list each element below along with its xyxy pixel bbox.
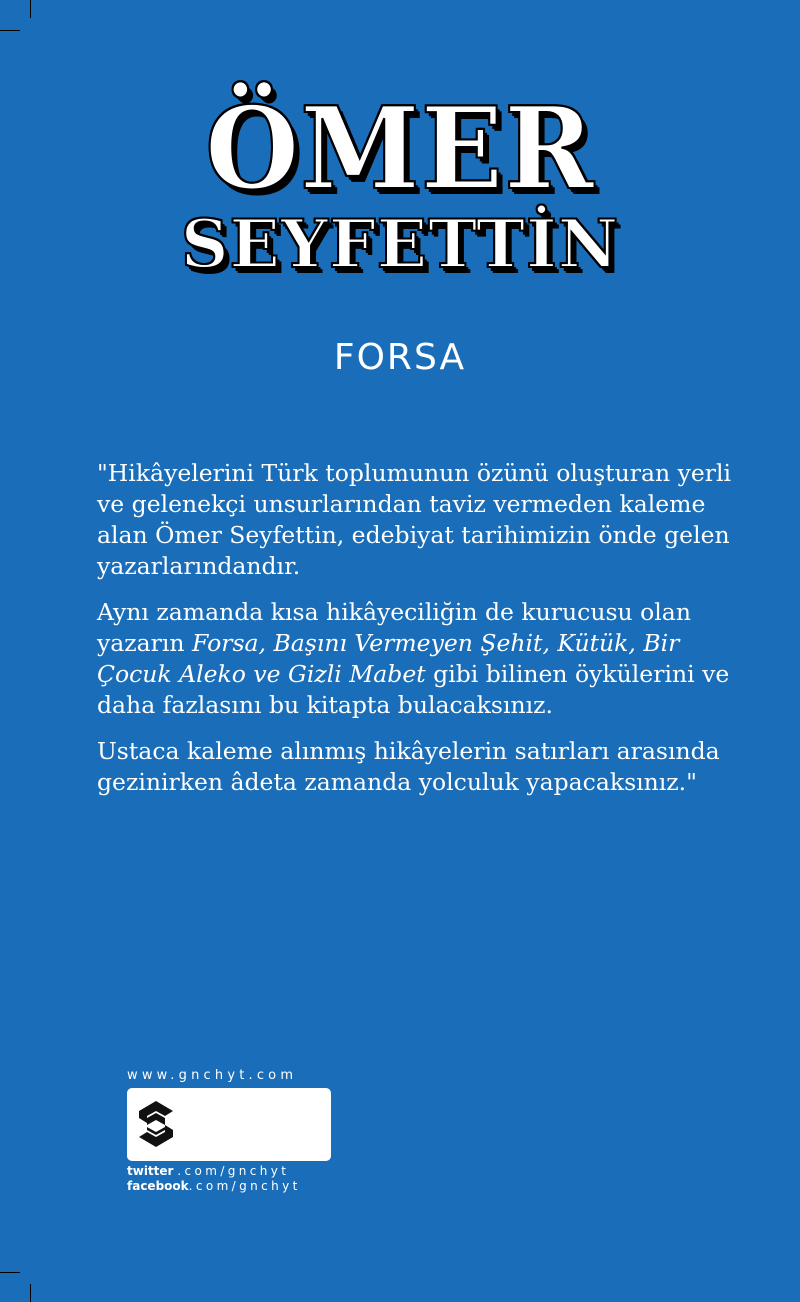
author-first-name: ÖMER — [205, 82, 595, 216]
twitter-label: twitter — [127, 1164, 174, 1178]
blurb-paragraph: "Hikâyelerini Türk toplumunun özünü oluşturan yerli ve gelenekçi unsurlarından taviz vermeden kaleme alan Ömer Seyfettin, edebiyat tarihimizin önde gelen yazarlarındandır. — [97, 459, 732, 580]
twitter-handle: .com/gnchyt — [177, 1164, 290, 1178]
author-last-name: SEYFETTİN — [180, 205, 620, 283]
story-titles: Forsa, Başını Vermeyen Şehit, Kütük, Bir Çocuk Aleko ve Gizli Mabet — [97, 629, 680, 688]
publisher-block — [127, 1068, 331, 1194]
publisher-logo-icon — [135, 1099, 177, 1149]
author-name — [0, 82, 800, 283]
crop-mark — [0, 1272, 20, 1273]
blurb-paragraph: Ustaca kaleme alınmış hikâyelerin satırları arasında gezinirken âdeta zamanda yolculuk yapacaksınız." — [97, 737, 720, 796]
publisher-logo-box — [127, 1088, 331, 1161]
crop-mark — [30, 1284, 31, 1302]
publisher-website[interactable]: www.gnchyt.com — [127, 1068, 298, 1083]
book-title: FORSA — [333, 337, 467, 378]
facebook-label: facebook — [127, 1179, 189, 1193]
blurb-text: gibi bilinen öykülerini ve daha fazlasını bu kitapta bulacaksınız. — [97, 660, 730, 719]
crop-mark — [30, 0, 31, 18]
blurb-text: Aynı zamanda kısa hikâyeciliğin de kurucusu olan yazarın — [97, 598, 691, 657]
blurb-paragraph — [97, 597, 737, 721]
twitter-link[interactable] — [127, 1164, 331, 1179]
back-cover-blurb — [97, 458, 737, 813]
crop-mark — [0, 30, 20, 31]
facebook-link[interactable] — [127, 1179, 331, 1194]
social-links — [127, 1164, 331, 1194]
facebook-handle: .com/gnchyt — [188, 1179, 301, 1193]
